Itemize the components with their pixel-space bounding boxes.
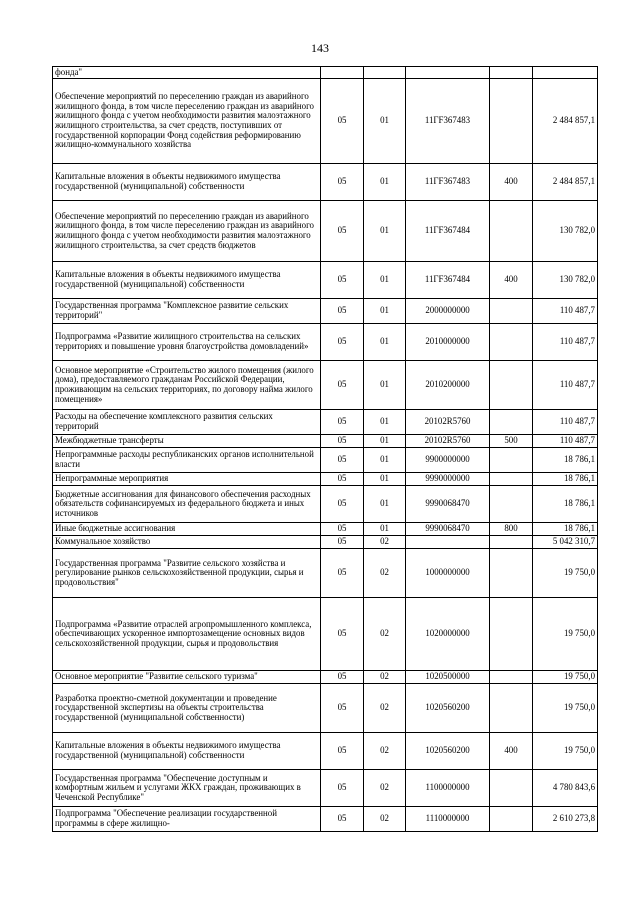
amount-cell: 4 780 843,6: [533, 770, 598, 807]
target-article-cell: [406, 536, 490, 549]
target-article-cell: 1000000000: [406, 549, 490, 598]
section-code-cell: 05: [321, 523, 364, 536]
expense-type-cell: [490, 410, 533, 435]
expense-type-cell: 400: [490, 164, 533, 201]
subsection-code-cell: 02: [364, 536, 406, 549]
subsection-code-cell: 01: [364, 473, 406, 486]
subsection-code-cell: 02: [364, 733, 406, 770]
table-row: [53, 448, 598, 473]
expense-type-cell: [490, 324, 533, 361]
expense-name-cell: фонда": [53, 67, 321, 79]
expense-name-cell: Бюджетные ассигнования для финансового обеспечения расходных обязательств софинансируемых из федерального бюджета и иных источников: [53, 486, 321, 523]
target-article-cell: 1110000000: [406, 807, 490, 832]
target-article-cell: 11ГF367484: [406, 201, 490, 262]
section-code-cell: 05: [321, 324, 364, 361]
subsection-code-cell: 01: [364, 435, 406, 448]
expense-name-cell: Разработка проектно-сметной документации и проведение государственной экспертизы на объекты строительства государственной (муниципальной собственности): [53, 684, 321, 733]
table-row: [53, 324, 598, 361]
target-article-cell: 9990068470: [406, 523, 490, 536]
subsection-code-cell: 02: [364, 807, 406, 832]
table-row: [53, 262, 598, 299]
section-code-cell: 05: [321, 486, 364, 523]
subsection-code-cell: 01: [364, 299, 406, 324]
expense-type-cell: [490, 536, 533, 549]
expense-name-cell: Основное мероприятие "Развитие сельского туризма": [53, 671, 321, 684]
expense-name-cell: Подпрограмма "Обеспечение реализации государственной программы в сфере жилищно-: [53, 807, 321, 832]
expense-type-cell: [490, 299, 533, 324]
target-article-cell: 2010200000: [406, 361, 490, 410]
subsection-code-cell: 01: [364, 164, 406, 201]
amount-cell: 19 750,0: [533, 598, 598, 671]
table-row: [53, 361, 598, 410]
expense-type-cell: [490, 361, 533, 410]
subsection-code-cell: 01: [364, 523, 406, 536]
target-article-cell: 11ГF367483: [406, 79, 490, 164]
table-row: [53, 536, 598, 549]
amount-cell: 5 042 310,7: [533, 536, 598, 549]
expense-type-cell: [490, 486, 533, 523]
subsection-code-cell: 02: [364, 684, 406, 733]
expense-name-cell: Государственная программа "Обеспечение доступным и комфортным жильем и услугами ЖКХ граждан, проживающих в Чеченской Республике": [53, 770, 321, 807]
expense-type-cell: [490, 598, 533, 671]
expense-name-cell: Иные бюджетные ассигнования: [53, 523, 321, 536]
target-article-cell: 9990068470: [406, 486, 490, 523]
target-article-cell: 9900000000: [406, 448, 490, 473]
section-code-cell: 05: [321, 201, 364, 262]
section-code-cell: 05: [321, 549, 364, 598]
expense-type-cell: [490, 67, 533, 79]
target-article-cell: 2010000000: [406, 324, 490, 361]
amount-cell: 110 487,7: [533, 435, 598, 448]
expense-type-cell: 800: [490, 523, 533, 536]
expense-type-cell: [490, 79, 533, 164]
amount-cell: 110 487,7: [533, 361, 598, 410]
section-code-cell: 05: [321, 299, 364, 324]
expense-type-cell: 500: [490, 435, 533, 448]
amount-cell: 18 786,1: [533, 486, 598, 523]
target-article-cell: 11ГF367483: [406, 164, 490, 201]
amount-cell: 19 750,0: [533, 684, 598, 733]
amount-cell: 110 487,7: [533, 324, 598, 361]
target-article-cell: 1100000000: [406, 770, 490, 807]
expense-name-cell: Коммунальное хозяйство: [53, 536, 321, 549]
budget-table-body: [53, 67, 598, 832]
expense-type-cell: [490, 448, 533, 473]
subsection-code-cell: [364, 67, 406, 79]
section-code-cell: 05: [321, 410, 364, 435]
table-row: [53, 435, 598, 448]
expense-type-cell: 400: [490, 262, 533, 299]
table-row: [53, 733, 598, 770]
subsection-code-cell: 01: [364, 79, 406, 164]
target-article-cell: [406, 67, 490, 79]
section-code-cell: 05: [321, 361, 364, 410]
subsection-code-cell: 02: [364, 671, 406, 684]
table-row: [53, 549, 598, 598]
section-code-cell: 05: [321, 448, 364, 473]
target-article-cell: 11ГF367484: [406, 262, 490, 299]
section-code-cell: 05: [321, 733, 364, 770]
expense-name-cell: Капитальные вложения в объекты недвижимого имущества государственной (муниципальной) собственности: [53, 733, 321, 770]
table-row: [53, 299, 598, 324]
section-code-cell: 05: [321, 536, 364, 549]
table-row: [53, 67, 598, 79]
section-code-cell: 05: [321, 79, 364, 164]
section-code-cell: 05: [321, 770, 364, 807]
expense-name-cell: Капитальные вложения в объекты недвижимого имущества государственной (муниципальной) собственности: [53, 262, 321, 299]
target-article-cell: 1020560200: [406, 684, 490, 733]
expense-type-cell: [490, 671, 533, 684]
subsection-code-cell: 02: [364, 549, 406, 598]
amount-cell: 18 786,1: [533, 448, 598, 473]
table-row: [53, 807, 598, 832]
amount-cell: 18 786,1: [533, 473, 598, 486]
expense-name-cell: Обеспечение мероприятий по переселению граждан из аварийного жилищного фонда, в том числе переселению граждан из аварийного жилищного фонда с учетом необходимости развития малоэтажного жилищного строительства, за счет средств бюджетов: [53, 201, 321, 262]
expense-name-cell: Непрограммные расходы республиканских органов исполнительной власти: [53, 448, 321, 473]
expense-type-cell: [490, 473, 533, 486]
section-code-cell: 05: [321, 262, 364, 299]
section-code-cell: 05: [321, 598, 364, 671]
section-code-cell: 05: [321, 807, 364, 832]
amount-cell: 19 750,0: [533, 733, 598, 770]
target-article-cell: 1020560200: [406, 733, 490, 770]
table-row: [53, 684, 598, 733]
section-code-cell: 05: [321, 473, 364, 486]
section-code-cell: 05: [321, 435, 364, 448]
expense-name-cell: Государственная программа "Комплексное развитие сельских территорий": [53, 299, 321, 324]
budget-table: [52, 66, 598, 832]
expense-type-cell: [490, 549, 533, 598]
expense-name-cell: Подпрограмма «Развитие отраслей агропромышленного комплекса, обеспечивающих ускоренное импортозамещение основных видов сельскохозяйственной продукции, сырья и продовольствия: [53, 598, 321, 671]
amount-cell: 130 782,0: [533, 201, 598, 262]
section-code-cell: [321, 67, 364, 79]
target-article-cell: 9990000000: [406, 473, 490, 486]
amount-cell: 2 484 857,1: [533, 164, 598, 201]
amount-cell: 19 750,0: [533, 671, 598, 684]
expense-name-cell: Государственная программа "Развитие сельского хозяйства и регулирование рынков сельскохозяйственной продукции, сырья и продовольствия": [53, 549, 321, 598]
table-row: [53, 486, 598, 523]
amount-cell: 2 484 857,1: [533, 79, 598, 164]
subsection-code-cell: 01: [364, 324, 406, 361]
expense-name-cell: Межбюджетные трансферты: [53, 435, 321, 448]
expense-type-cell: [490, 684, 533, 733]
subsection-code-cell: 02: [364, 770, 406, 807]
expense-type-cell: 400: [490, 733, 533, 770]
amount-cell: 2 610 273,8: [533, 807, 598, 832]
subsection-code-cell: 01: [364, 262, 406, 299]
table-row: [53, 523, 598, 536]
amount-cell: 19 750,0: [533, 549, 598, 598]
amount-cell: 110 487,7: [533, 299, 598, 324]
subsection-code-cell: 01: [364, 361, 406, 410]
subsection-code-cell: 01: [364, 486, 406, 523]
target-article-cell: 1020000000: [406, 598, 490, 671]
expense-name-cell: Основное мероприятие «Строительство жилого помещения (жилого дома), предоставляемого гражданам Российской Федерации, проживающим на сельских территориях, по договору найма жилого помещения»: [53, 361, 321, 410]
table-row: [53, 598, 598, 671]
expense-type-cell: [490, 201, 533, 262]
expense-name-cell: Расходы на обеспечение комплексного развития сельских территорий: [53, 410, 321, 435]
target-article-cell: 20102R5760: [406, 410, 490, 435]
subsection-code-cell: 02: [364, 598, 406, 671]
amount-cell: [533, 67, 598, 79]
subsection-code-cell: 01: [364, 410, 406, 435]
target-article-cell: 20102R5760: [406, 435, 490, 448]
expense-name-cell: Непрограммные мероприятия: [53, 473, 321, 486]
amount-cell: 18 786,1: [533, 523, 598, 536]
target-article-cell: 2000000000: [406, 299, 490, 324]
expense-name-cell: Капитальные вложения в объекты недвижимого имущества государственной (муниципальной) собственности: [53, 164, 321, 201]
page-number: 143: [311, 41, 329, 55]
expense-type-cell: [490, 770, 533, 807]
table-row: [53, 79, 598, 164]
table-row: [53, 201, 598, 262]
amount-cell: 130 782,0: [533, 262, 598, 299]
table-row: [53, 770, 598, 807]
expense-name-cell: Подпрограмма «Развитие жилищного строительства на сельских территориях и повышение уровня благоустройства домовладений»: [53, 324, 321, 361]
table-row: [53, 473, 598, 486]
subsection-code-cell: 01: [364, 201, 406, 262]
table-row: [53, 671, 598, 684]
section-code-cell: 05: [321, 671, 364, 684]
expense-type-cell: [490, 807, 533, 832]
table-row: [53, 410, 598, 435]
section-code-cell: 05: [321, 684, 364, 733]
table-row: [53, 164, 598, 201]
target-article-cell: 1020500000: [406, 671, 490, 684]
subsection-code-cell: 01: [364, 448, 406, 473]
section-code-cell: 05: [321, 164, 364, 201]
amount-cell: 110 487,7: [533, 410, 598, 435]
expense-name-cell: Обеспечение мероприятий по переселению граждан из аварийного жилищного фонда, в том числе переселению граждан из аварийного жилищного фонда с учетом необходимости развития малоэтажного жилищного строительства, за счет средств, поступивших от государственной корпорации Фонд содействия реформированию жилищно-коммунального хозяйства: [53, 79, 321, 164]
